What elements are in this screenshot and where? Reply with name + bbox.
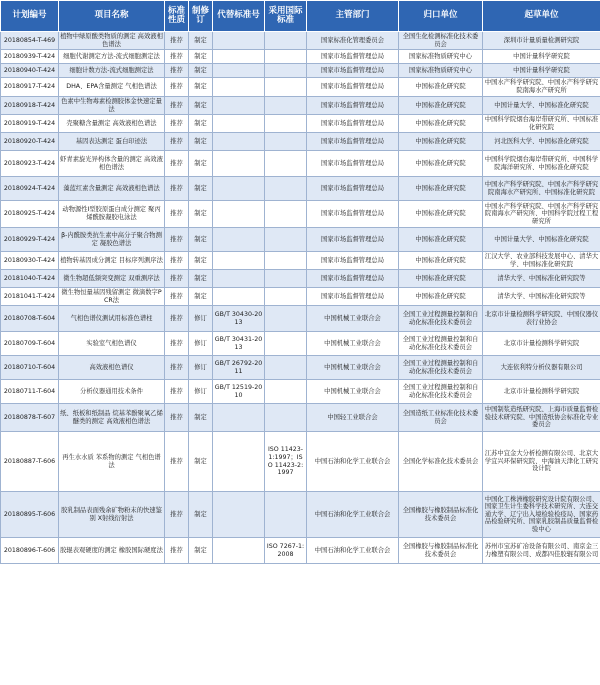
cell-standard-nature: 推荐 bbox=[165, 97, 189, 115]
cell-competent-department: 国家市场监督管理总局 bbox=[307, 97, 399, 115]
cell-competent-department: 国家市场监督管理总局 bbox=[307, 64, 399, 78]
cell-competent-department: 国家市场监督管理总局 bbox=[307, 201, 399, 228]
cell-drafting-unit: 北京市计量检测科学研究院 bbox=[483, 380, 600, 404]
cell-standard-nature: 推荐 bbox=[165, 288, 189, 306]
cell-replaced-standard bbox=[213, 32, 265, 50]
cell-international-standard bbox=[265, 133, 307, 151]
cell-replaced-standard: GB/T 26792-2011 bbox=[213, 356, 265, 380]
cell-replaced-standard bbox=[213, 492, 265, 538]
cell-replaced-standard bbox=[213, 97, 265, 115]
cell-competent-department: 国家市场监督管理总局 bbox=[307, 252, 399, 270]
cell-standard-nature: 推荐 bbox=[165, 380, 189, 404]
cell-competent-department: 中国轻工业联合会 bbox=[307, 404, 399, 432]
header-standard-nature: 标准性质 bbox=[165, 1, 189, 32]
cell-international-standard bbox=[265, 332, 307, 356]
cell-revision-type: 制定 bbox=[189, 151, 213, 177]
cell-revision-type: 制定 bbox=[189, 97, 213, 115]
cell-plan-number: 20180924-T-424 bbox=[1, 177, 59, 201]
cell-revision-type: 制定 bbox=[189, 252, 213, 270]
cell-replaced-standard bbox=[213, 538, 265, 564]
cell-standard-nature: 推荐 bbox=[165, 115, 189, 133]
cell-drafting-unit: 中国计量科学研究院 bbox=[483, 64, 600, 78]
table-row bbox=[1, 50, 600, 64]
cell-international-standard bbox=[265, 492, 307, 538]
cell-project-name: 细胞代谢测定方法-流式细胞测定法 bbox=[59, 50, 165, 64]
cell-competent-department: 国家市场监督管理总局 bbox=[307, 270, 399, 288]
table-row bbox=[1, 133, 600, 151]
cell-drafting-unit: 江汉大学、农业部科技发展中心、清华大学、中国标准化研究院 bbox=[483, 252, 600, 270]
cell-replaced-standard: GB/T 30430-2013 bbox=[213, 306, 265, 332]
cell-international-standard bbox=[265, 78, 307, 97]
cell-responsible-unit: 中国标准化研究院 bbox=[399, 177, 483, 201]
cell-competent-department: 中国石油和化学工业联合会 bbox=[307, 538, 399, 564]
cell-plan-number: 20180919-T-424 bbox=[1, 115, 59, 133]
cell-plan-number: 20180925-T-424 bbox=[1, 201, 59, 228]
table-row bbox=[1, 228, 600, 252]
cell-drafting-unit: 中国化工株洲橡胶研究设计院有限公司、国家卫生计生委科学技术研究所、大连交通大学、辽宁出入境检验检疫局、国家药品检验研究所、国家乳胶制品质量监督检验中心 bbox=[483, 492, 600, 538]
cell-drafting-unit: 中国水产科学研究院、中国水产科学研究院南海水产研究所、中国科学院过程工程研究所 bbox=[483, 201, 600, 228]
cell-standard-nature: 推荐 bbox=[165, 306, 189, 332]
cell-responsible-unit: 全国化学标准化技术委员会 bbox=[399, 432, 483, 492]
cell-responsible-unit: 全国工业过程测量控制和自动化标准化技术委员会 bbox=[399, 332, 483, 356]
cell-drafting-unit: 大连依利特分析仪器有限公司 bbox=[483, 356, 600, 380]
cell-revision-type: 修订 bbox=[189, 306, 213, 332]
cell-project-name: 基因表达测定 蛋白印迹法 bbox=[59, 133, 165, 151]
cell-revision-type: 制定 bbox=[189, 201, 213, 228]
cell-replaced-standard bbox=[213, 252, 265, 270]
cell-international-standard bbox=[265, 270, 307, 288]
cell-plan-number: 20180939-T-424 bbox=[1, 50, 59, 64]
cell-project-name: 色素中生物毒素检测胶体金快速定量法 bbox=[59, 97, 165, 115]
cell-drafting-unit: 中国计量科学研究院 bbox=[483, 50, 600, 64]
cell-competent-department: 国家市场监督管理总局 bbox=[307, 288, 399, 306]
cell-standard-nature: 推荐 bbox=[165, 404, 189, 432]
cell-plan-number: 20180896-T-606 bbox=[1, 538, 59, 564]
cell-project-name: 胶乳制品表面残余矿物粉末的快速鉴别 X射线衍射法 bbox=[59, 492, 165, 538]
cell-project-name: 分析仪器通用技术条件 bbox=[59, 380, 165, 404]
cell-standard-nature: 推荐 bbox=[165, 252, 189, 270]
cell-plan-number: 20180711-T-604 bbox=[1, 380, 59, 404]
cell-competent-department: 国家市场监督管理总局 bbox=[307, 177, 399, 201]
cell-plan-number: 20180895-T-606 bbox=[1, 492, 59, 538]
header-replaced-standard: 代替标准号 bbox=[213, 1, 265, 32]
header-responsible-unit: 归口单位 bbox=[399, 1, 483, 32]
cell-replaced-standard: GB/T 12519-2010 bbox=[213, 380, 265, 404]
cell-standard-nature: 推荐 bbox=[165, 356, 189, 380]
cell-revision-type: 制定 bbox=[189, 177, 213, 201]
cell-revision-type: 制定 bbox=[189, 228, 213, 252]
cell-plan-number: 20180878-T-607 bbox=[1, 404, 59, 432]
cell-responsible-unit: 全国工业过程测量控制和自动化标准化技术委员会 bbox=[399, 380, 483, 404]
cell-plan-number: 20180923-T-424 bbox=[1, 151, 59, 177]
table-row bbox=[1, 32, 600, 50]
cell-plan-number: 20180918-T-424 bbox=[1, 97, 59, 115]
cell-responsible-unit: 中国标准化研究院 bbox=[399, 78, 483, 97]
cell-standard-nature: 推荐 bbox=[165, 32, 189, 50]
cell-standard-nature: 推荐 bbox=[165, 332, 189, 356]
cell-project-name: 细胞计数方法-流式细胞测定法 bbox=[59, 64, 165, 78]
cell-drafting-unit: 深圳市计量质量检测研究院 bbox=[483, 32, 600, 50]
cell-international-standard bbox=[265, 201, 307, 228]
cell-competent-department: 国家市场监督管理总局 bbox=[307, 151, 399, 177]
cell-international-standard: ISO 7267-1:2008 bbox=[265, 538, 307, 564]
table-row bbox=[1, 432, 600, 492]
cell-plan-number: 20180709-T-604 bbox=[1, 332, 59, 356]
cell-revision-type: 制定 bbox=[189, 538, 213, 564]
cell-plan-number: 20180930-T-424 bbox=[1, 252, 59, 270]
cell-project-name: 纸、纸板和纸制品 烷基苯酚聚氧乙烯醚类的测定 高效液相色谱法 bbox=[59, 404, 165, 432]
cell-project-name: 胶辊表观硬度的测定 橡胶国际硬度法 bbox=[59, 538, 165, 564]
cell-plan-number: 20180920-T-424 bbox=[1, 133, 59, 151]
table-row bbox=[1, 270, 600, 288]
cell-standard-nature: 推荐 bbox=[165, 64, 189, 78]
table-row bbox=[1, 201, 600, 228]
cell-competent-department: 国家市场监督管理总局 bbox=[307, 228, 399, 252]
cell-standard-nature: 推荐 bbox=[165, 270, 189, 288]
cell-standard-nature: 推荐 bbox=[165, 228, 189, 252]
cell-international-standard bbox=[265, 64, 307, 78]
cell-international-standard bbox=[265, 252, 307, 270]
cell-international-standard bbox=[265, 151, 307, 177]
cell-international-standard: ISO 11423-1:1997；ISO 11423-2:1997 bbox=[265, 432, 307, 492]
cell-plan-number: 20181041-T-424 bbox=[1, 288, 59, 306]
header-plan-number: 计划编号 bbox=[1, 1, 59, 32]
cell-revision-type: 制定 bbox=[189, 270, 213, 288]
cell-replaced-standard bbox=[213, 432, 265, 492]
cell-plan-number: 20180940-T-424 bbox=[1, 64, 59, 78]
cell-responsible-unit: 中国标准化研究院 bbox=[399, 270, 483, 288]
cell-revision-type: 制定 bbox=[189, 64, 213, 78]
cell-revision-type: 制定 bbox=[189, 78, 213, 97]
cell-competent-department: 国家标准化管理委员会 bbox=[307, 32, 399, 50]
cell-plan-number: 20180929-T-424 bbox=[1, 228, 59, 252]
table-row bbox=[1, 404, 600, 432]
cell-standard-nature: 推荐 bbox=[165, 492, 189, 538]
cell-project-name: 微生物超低频突变测定 双重测序法 bbox=[59, 270, 165, 288]
cell-responsible-unit: 中国标准化研究院 bbox=[399, 151, 483, 177]
cell-competent-department: 国家市场监督管理总局 bbox=[307, 115, 399, 133]
cell-drafting-unit: 北京市计量检测科学研究院、中国仪器仪表行业协会 bbox=[483, 306, 600, 332]
cell-project-name: 高效液相色谱仪 bbox=[59, 356, 165, 380]
cell-drafting-unit: 中国科学院烟台海岸带研究所、中国科学院海洋研究所、中国标准化研究院 bbox=[483, 151, 600, 177]
cell-responsible-unit: 全国工业过程测量控制和自动化标准化技术委员会 bbox=[399, 306, 483, 332]
cell-project-name: 实验室气相色谱仪 bbox=[59, 332, 165, 356]
cell-international-standard bbox=[265, 32, 307, 50]
cell-plan-number: 20181040-T-424 bbox=[1, 270, 59, 288]
cell-competent-department: 中国机械工业联合会 bbox=[307, 306, 399, 332]
cell-plan-number: 20180887-T-606 bbox=[1, 432, 59, 492]
cell-drafting-unit: 中国科学院烟台海岸带研究所、中国标准化研究院 bbox=[483, 115, 600, 133]
cell-drafting-unit: 中国制浆造纸研究院、上海市质量监督检验技术研究院、中国造纸协会标准化专业委员会 bbox=[483, 404, 600, 432]
table-row bbox=[1, 380, 600, 404]
cell-international-standard bbox=[265, 115, 307, 133]
cell-plan-number: 20180708-T-604 bbox=[1, 306, 59, 332]
cell-responsible-unit: 中国标准化研究院 bbox=[399, 133, 483, 151]
cell-responsible-unit: 中国标准化研究院 bbox=[399, 228, 483, 252]
cell-revision-type: 修订 bbox=[189, 332, 213, 356]
cell-standard-nature: 推荐 bbox=[165, 432, 189, 492]
cell-competent-department: 国家市场监督管理总局 bbox=[307, 133, 399, 151]
cell-drafting-unit: 中国计量大学、中国标准化研究院 bbox=[483, 97, 600, 115]
header-international-standard: 采用国际标准 bbox=[265, 1, 307, 32]
table-row bbox=[1, 492, 600, 538]
cell-standard-nature: 推荐 bbox=[165, 133, 189, 151]
cell-replaced-standard bbox=[213, 228, 265, 252]
table-row bbox=[1, 332, 600, 356]
cell-standard-nature: 推荐 bbox=[165, 78, 189, 97]
cell-replaced-standard bbox=[213, 115, 265, 133]
cell-replaced-standard bbox=[213, 201, 265, 228]
cell-competent-department: 中国石油和化学工业联合会 bbox=[307, 432, 399, 492]
cell-international-standard bbox=[265, 97, 307, 115]
cell-responsible-unit: 全国橡胶与橡胶制品标准化技术委员会 bbox=[399, 538, 483, 564]
cell-standard-nature: 推荐 bbox=[165, 201, 189, 228]
cell-international-standard bbox=[265, 228, 307, 252]
cell-drafting-unit: 清华大学、中国标准化研究院等 bbox=[483, 288, 600, 306]
cell-replaced-standard bbox=[213, 151, 265, 177]
cell-replaced-standard: GB/T 30431-2013 bbox=[213, 332, 265, 356]
cell-plan-number: 20180917-T-424 bbox=[1, 78, 59, 97]
cell-drafting-unit: 北京市计量检测科学研究院 bbox=[483, 332, 600, 356]
cell-revision-type: 制定 bbox=[189, 50, 213, 64]
cell-drafting-unit: 中国水产科学研究院、中国水产科学研究院南海水产研究所、中国标准化研究院 bbox=[483, 177, 600, 201]
cell-competent-department: 国家市场监督管理总局 bbox=[307, 78, 399, 97]
cell-replaced-standard bbox=[213, 270, 265, 288]
cell-international-standard bbox=[265, 288, 307, 306]
cell-responsible-unit: 全国工业过程测量控制和自动化标准化技术委员会 bbox=[399, 356, 483, 380]
cell-responsible-unit: 中国标准化研究院 bbox=[399, 97, 483, 115]
cell-responsible-unit: 中国标准化研究院 bbox=[399, 288, 483, 306]
table-row bbox=[1, 356, 600, 380]
cell-responsible-unit: 中国标准化研究院 bbox=[399, 252, 483, 270]
cell-international-standard bbox=[265, 306, 307, 332]
cell-project-name: DHA、EPA含量测定 气相色谱法 bbox=[59, 78, 165, 97]
cell-revision-type: 修订 bbox=[189, 356, 213, 380]
cell-competent-department: 国家市场监督管理总局 bbox=[307, 50, 399, 64]
cell-international-standard bbox=[265, 380, 307, 404]
table-row bbox=[1, 538, 600, 564]
cell-drafting-unit: 清华大学、中国标准化研究院等 bbox=[483, 270, 600, 288]
cell-drafting-unit: 中国水产科学研究院、中国水产科学研究院南海水产研究所 bbox=[483, 78, 600, 97]
cell-responsible-unit: 中国标准化研究院 bbox=[399, 201, 483, 228]
table-row bbox=[1, 177, 600, 201]
cell-project-name: 藻蓝红素含量测定 高效液相色谱法 bbox=[59, 177, 165, 201]
table-row bbox=[1, 78, 600, 97]
header-revision-type: 制修订 bbox=[189, 1, 213, 32]
cell-standard-nature: 推荐 bbox=[165, 177, 189, 201]
cell-revision-type: 制定 bbox=[189, 115, 213, 133]
cell-replaced-standard bbox=[213, 133, 265, 151]
table-row bbox=[1, 151, 600, 177]
cell-revision-type: 制定 bbox=[189, 404, 213, 432]
table-row bbox=[1, 252, 600, 270]
header-project-name: 项目名称 bbox=[59, 1, 165, 32]
cell-international-standard bbox=[265, 177, 307, 201]
header-row bbox=[1, 1, 600, 32]
header-drafting-unit: 起草单位 bbox=[483, 1, 600, 32]
cell-standard-nature: 推荐 bbox=[165, 50, 189, 64]
cell-drafting-unit: 河北医科大学、中国标准化研究院 bbox=[483, 133, 600, 151]
cell-replaced-standard bbox=[213, 64, 265, 78]
cell-replaced-standard bbox=[213, 288, 265, 306]
cell-international-standard bbox=[265, 356, 307, 380]
table-row bbox=[1, 288, 600, 306]
cell-plan-number: 20180854-T-469 bbox=[1, 32, 59, 50]
cell-competent-department: 中国机械工业联合会 bbox=[307, 356, 399, 380]
cell-revision-type: 制定 bbox=[189, 288, 213, 306]
cell-international-standard bbox=[265, 50, 307, 64]
cell-competent-department: 中国机械工业联合会 bbox=[307, 332, 399, 356]
cell-responsible-unit: 全国造纸工业标准化技术委员会 bbox=[399, 404, 483, 432]
cell-replaced-standard bbox=[213, 177, 265, 201]
cell-revision-type: 制定 bbox=[189, 492, 213, 538]
cell-responsible-unit: 全国橡胶与橡胶制品标准化技术委员会 bbox=[399, 492, 483, 538]
cell-responsible-unit: 国家标准物质研究中心 bbox=[399, 64, 483, 78]
cell-responsible-unit: 国家标准物质研究中心 bbox=[399, 50, 483, 64]
cell-replaced-standard bbox=[213, 78, 265, 97]
cell-project-name: 微生物恒量基因残留测定 微滴数字PCR法 bbox=[59, 288, 165, 306]
cell-revision-type: 修订 bbox=[189, 380, 213, 404]
cell-revision-type: 制定 bbox=[189, 32, 213, 50]
cell-drafting-unit: 中国计量大学、中国标准化研究院 bbox=[483, 228, 600, 252]
table-row bbox=[1, 115, 600, 133]
cell-drafting-unit: 苏州市宝苏矿冶设备有限公司、南京金三力橡塑有限公司、成都四佳胶辊有限公司 bbox=[483, 538, 600, 564]
table-row bbox=[1, 306, 600, 332]
cell-international-standard bbox=[265, 404, 307, 432]
cell-revision-type: 制定 bbox=[189, 133, 213, 151]
cell-replaced-standard bbox=[213, 50, 265, 64]
cell-project-name: 动物源性I型胶原蛋白成分测定 聚丙烯酰胺凝胶电泳法 bbox=[59, 201, 165, 228]
table-row bbox=[1, 64, 600, 78]
cell-project-name: β-内酰胺类抗生素中高分子聚合物测定 凝胶色谱法 bbox=[59, 228, 165, 252]
cell-revision-type: 制定 bbox=[189, 432, 213, 492]
cell-competent-department: 中国机械工业联合会 bbox=[307, 380, 399, 404]
cell-drafting-unit: 江苏中宜金大分析检测有限公司、北京大学宜兴环保研究院、中海油天津化工研究设计院 bbox=[483, 432, 600, 492]
cell-responsible-unit: 中国标准化研究院 bbox=[399, 115, 483, 133]
cell-responsible-unit: 全国生化检测标准化技术委员会 bbox=[399, 32, 483, 50]
cell-replaced-standard bbox=[213, 404, 265, 432]
cell-standard-nature: 推荐 bbox=[165, 151, 189, 177]
cell-project-name: 植物中绿原酸类物质的测定 高效液相色谱法 bbox=[60, 32, 163, 48]
cell-project-name: 壳聚糖含量测定 高效液相色谱法 bbox=[59, 115, 165, 133]
cell-project-name: 气相色谱仪测试用标准色谱柱 bbox=[59, 306, 165, 332]
cell-plan-number: 20180710-T-604 bbox=[1, 356, 59, 380]
cell-standard-nature: 推荐 bbox=[165, 538, 189, 564]
table-row bbox=[1, 97, 600, 115]
cell-project-name: 虾青素旋光异构体含量的测定 高效液相色谱法 bbox=[59, 151, 165, 177]
cell-project-name: 植物转基因成分测定 目标序列测序法 bbox=[59, 252, 165, 270]
cell-competent-department: 中国石油和化学工业联合会 bbox=[307, 492, 399, 538]
cell-project-name: 再生水水质 苯系物的测定 气相色谱法 bbox=[59, 432, 165, 492]
header-competent-department: 主管部门 bbox=[307, 1, 399, 32]
